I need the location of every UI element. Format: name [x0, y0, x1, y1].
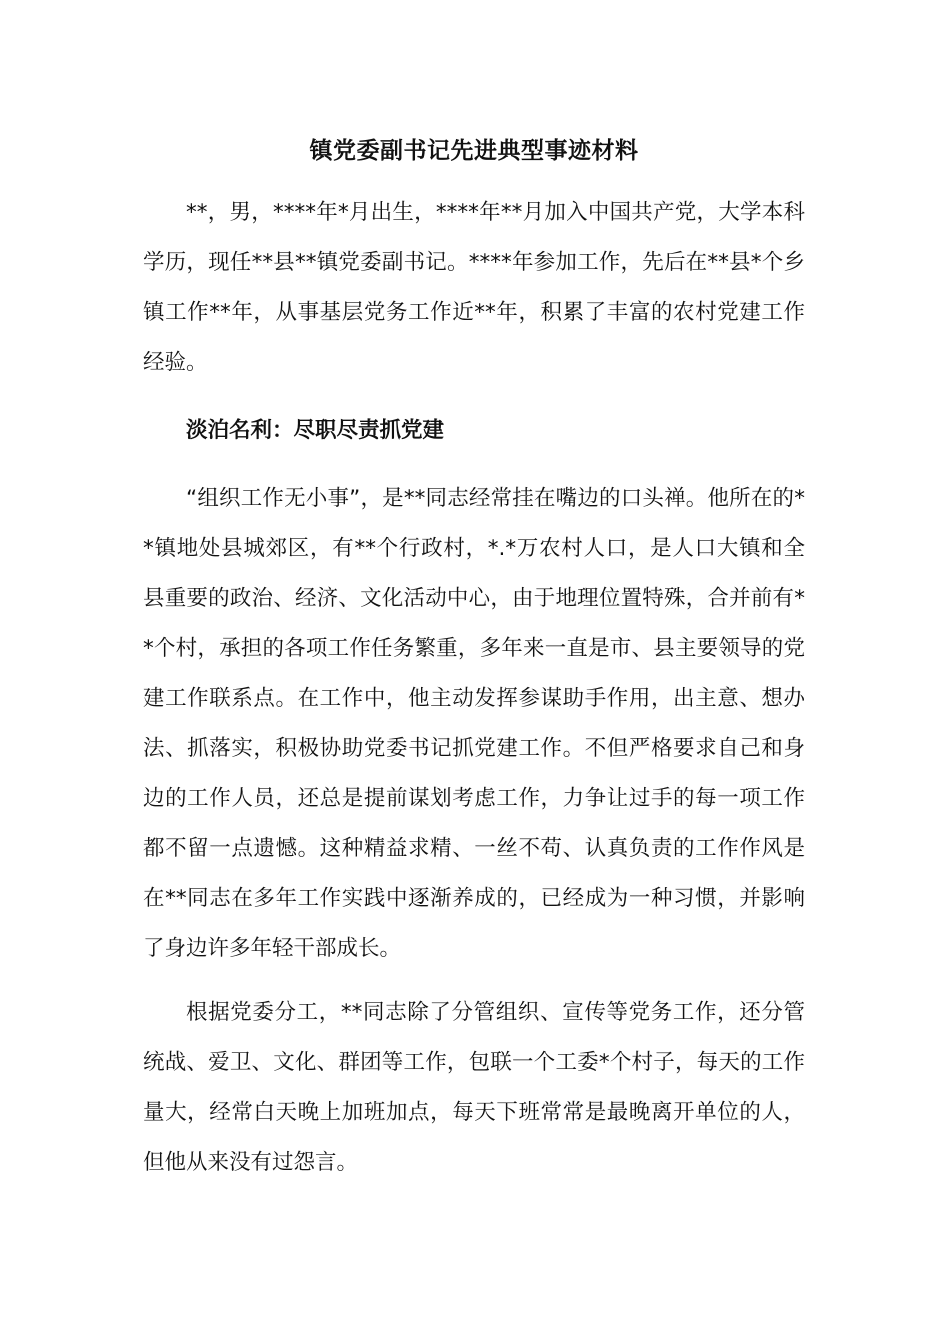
intro-paragraph: **，男，****年*月出生，****年**月加入中国共产党，大学本科学历，现任**县**镇党委副书记。****年参加工作，先后在**县*个乡镇工作**年，从事基层党务工作近**年，积累了丰富的农村党建工作经验。 — [143, 200, 805, 375]
body-paragraph-2: 根据党委分工，**同志除了分管组织、宣传等党务工作，还分管统战、爱卫、文化、群团等工作，包联一个工委*个村子，每天的工作量大，经常白天晚上加班加点，每天下班常常是最晚离开单位的人，但他从来没有过怨言。 — [143, 1000, 805, 1175]
body-paragraph-1: “组织工作无小事”，是**同志经常挂在嘴边的口头禅。他所在的**镇地处县城郊区，有**个行政村，*.*万农村人口，是人口大镇和全县重要的政治、经济、文化活动中心，由于地理位置特殊，合并前有**个村，承担的各项工作任务繁重，多年来一直是市、县主要领导的党建工作联系点。在工作中，他主动发挥参谋助手作用，出主意、想办法、抓落实，积极协助党委书记抓党建工作。不但严格要求自己和身边的工作人员，还总是提前谋划考虑工作，力争让过手的每一项工作都不留一点遗憾。这种精益求精、一丝不苟、认真负责的工作作风是在**同志在多年工作实践中逐渐养成的，已经成为一种习惯，并影响了身边许多年轻干部成长。 — [143, 486, 805, 961]
section-heading: 淡泊名利：尽职尽责抓党建 — [186, 418, 445, 443]
document-title: 镇党委副书记先进典型事迹材料 — [309, 138, 639, 164]
document-body — [143, 128, 805, 1188]
